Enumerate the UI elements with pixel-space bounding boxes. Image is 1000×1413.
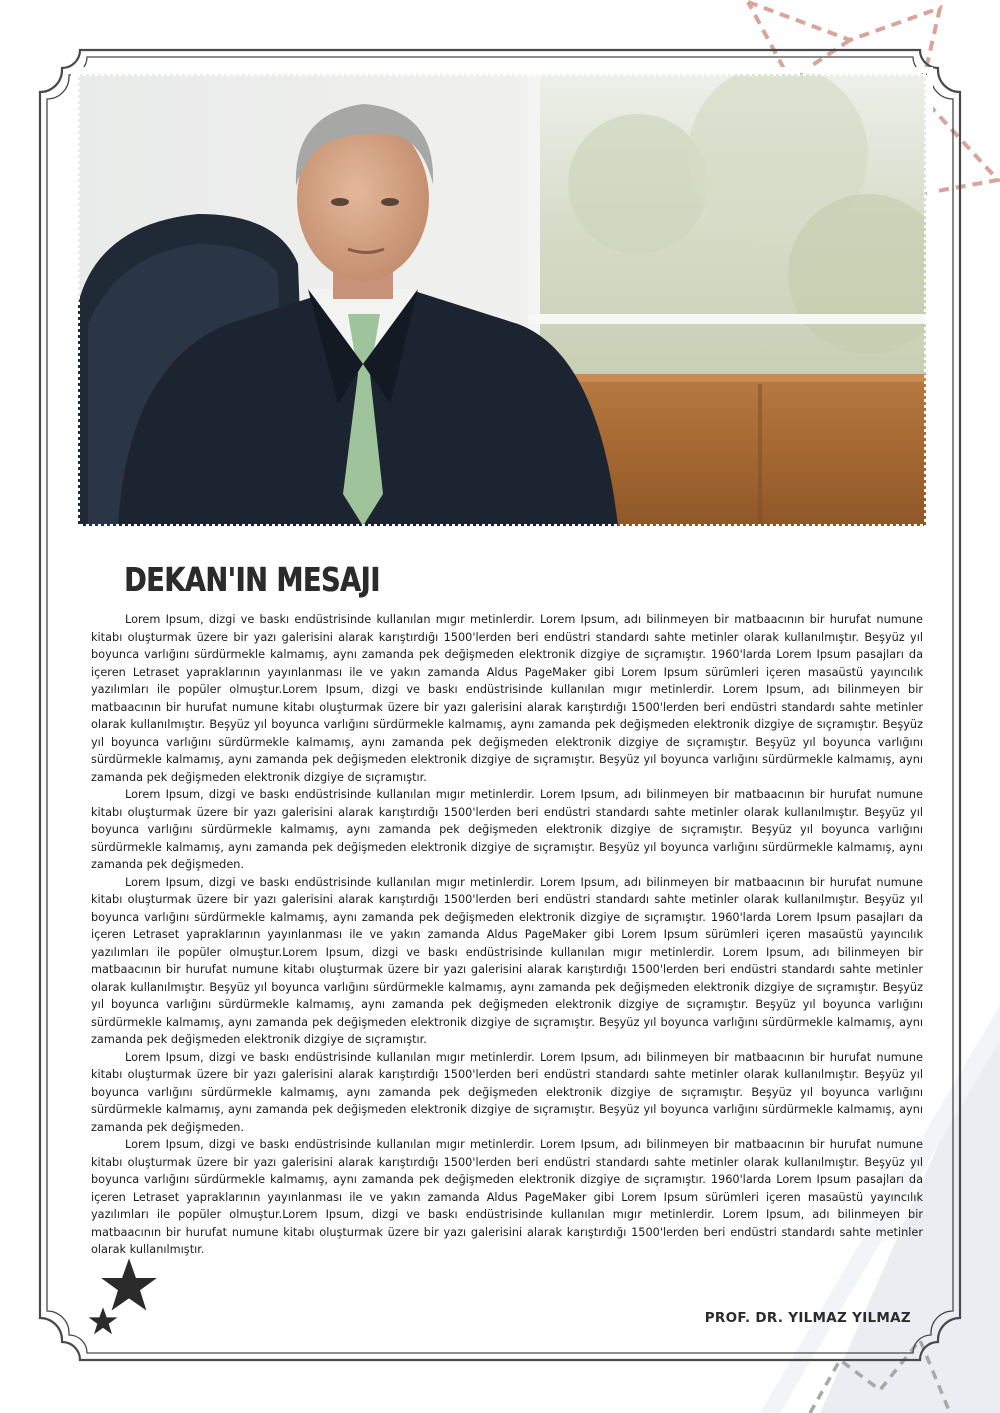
paragraph: Lorem Ipsum, dizgi ve baskı endüstrisinde kullanılan mıgır metinlerdir. Lorem Ipsum, adı bilinmeyen bir matbaacının bir hurufat numune kitabı oluşturmak üzere bir yazı galerisini alarak karıştırdığı 1500'lerden beri endüstri standardı sahte metinler olarak kullanılmıştır. Beşyüz yıl boyunca varlığını sürdürmekle kalmamış, aynı zamanda pek değişmeden elektronik dizgiye de sıçramıştır. Beşyüz yıl boyunca varlığını sürdürmekle kalmamış, aynı zamanda pek değişmeden elektronik dizgiye de sıçramıştır. Beşyüz yıl boyunca varlığını sürdürmekle kalmamış, aynı zamanda pek değişmeden.	[91, 1050, 923, 1134]
star-icon	[88, 1306, 118, 1336]
paragraph: Lorem Ipsum, dizgi ve baskı endüstrisinde kullanılan mıgır metinlerdir. Lorem Ipsum, adı bilinmeyen bir matbaacının bir hurufat numune kitabı oluşturmak üzere bir yazı galerisini alarak karıştırdığı 1500'lerden beri endüstri standardı sahte metinler olarak kullanılmıştır. Beşyüz yıl boyunca varlığını sürdürmekle kalmamış, aynı zamanda pek değişmeden elektronik dizgiye de sıçramıştır. 1960'larda Lorem Ipsum pasajları da içeren Letraset yapraklarının yayınlanması ile ve yakın zamanda Aldus PageMaker gibi Lorem Ipsum sürümleri içeren masaüstü yayıncılık yazılımları ile popüler olmuştur.Lorem Ipsum, dizgi ve baskı endüstrisinde kullanılan mıgır metinlerdir. Lorem Ipsum, adı bilinmeyen bir matbaacının bir hurufat numune kitabı oluşturmak üzere bir yazı galerisini alarak karıştırdığı 1500'lerden beri endüstri standardı sahte metinler olarak kullanılmıştır. Beşyüz yıl boyunca varlığını sürdürmekle kalmamış, aynı zamanda pek değişmeden elektronik dizgiye de sıçramıştır. Beşyüz yıl boyunca varlığını sürdürmekle kalmamış, aynı zamanda pek değişmeden elektronik dizgiye de sıçramıştır. Beşyüz yıl boyunca varlığını sürdürmekle kalmamış, aynı zamanda pek değişmeden elektronik dizgiye de sıçramıştır. Beşyüz yıl boyunca varlığını sürdürmekle kalmamış, aynı zamanda pek değişmeden elektronik dizgiye de sıçramıştır.	[91, 875, 923, 1046]
paragraph: Lorem Ipsum, dizgi ve baskı endüstrisinde kullanılan mıgır metinlerdir. Lorem Ipsum, adı bilinmeyen bir matbaacının bir hurufat numune kitabı oluşturmak üzere bir yazı galerisini alarak karıştırdığı 1500'lerden beri endüstri standardı sahte metinler olarak kullanılmıştır. Beşyüz yıl boyunca varlığını sürdürmekle kalmamış, aynı zamanda pek değişmeden elektronik dizgiye de sıçramıştır. 1960'larda Lorem Ipsum pasajları da içeren Letraset yapraklarının yayınlanması ile ve yakın zamanda Aldus PageMaker gibi Lorem Ipsum sürümleri içeren masaüstü yayıncılık yazılımları ile popüler olmuştur.Lorem Ipsum, dizgi ve baskı endüstrisinde kullanılan mıgır metinlerdir. Lorem Ipsum, adı bilinmeyen bir matbaacının bir hurufat numune kitabı oluşturmak üzere bir yazı galerisini alarak karıştırdığı 1500'lerden beri endüstri standardı sahte metinler olarak kullanılmıştır.	[91, 1138, 923, 1256]
photo-wavy-edge	[70, 66, 934, 534]
paragraph: Lorem Ipsum, dizgi ve baskı endüstrisinde kullanılan mıgır metinlerdir. Lorem Ipsum, adı bilinmeyen bir matbaacının bir hurufat numune kitabı oluşturmak üzere bir yazı galerisini alarak karıştırdığı 1500'lerden beri endüstri standardı sahte metinler olarak kullanılmıştır. Beşyüz yıl boyunca varlığını sürdürmekle kalmamış, aynı zamanda pek değişmeden elektronik dizgiye de sıçramıştır. 1960'larda Lorem Ipsum pasajları da içeren Letraset yapraklarının yayınlanması ile ve yakın zamanda Aldus PageMaker gibi Lorem Ipsum sürümleri içeren masaüstü yayıncılık yazılımları ile popüler olmuştur.Lorem Ipsum, dizgi ve baskı endüstrisinde kullanılan mıgır metinlerdir. Lorem Ipsum, adı bilinmeyen bir matbaacının bir hurufat numune kitabı oluşturmak üzere bir yazı galerisini alarak karıştırdığı 1500'lerden beri endüstri standardı sahte metinler olarak kullanılmıştır. Beşyüz yıl boyunca varlığını sürdürmekle kalmamış, aynı zamanda pek değişmeden elektronik dizgiye de sıçramıştır. Beşyüz yıl boyunca varlığını sürdürmekle kalmamış, aynı zamanda pek değişmeden elektronik dizgiye de sıçramıştır. Beşyüz yıl boyunca varlığını sürdürmekle kalmamış, aynı zamanda pek değişmeden elektronik dizgiye de sıçramıştır. Beşyüz yıl boyunca varlığını sürdürmekle kalmamış, aynı zamanda pek değişmeden elektronik dizgiye de sıçramıştır.	[91, 613, 923, 784]
signature: PROF. DR. YILMAZ YILMAZ	[704, 1310, 911, 1326]
paragraph: Lorem Ipsum, dizgi ve baskı endüstrisinde kullanılan mıgır metinlerdir. Lorem Ipsum, adı bilinmeyen bir matbaacının bir hurufat numune kitabı oluşturmak üzere bir yazı galerisini alarak karıştırdığı 1500'lerden beri endüstri standardı sahte metinler olarak kullanılmıştır. Beşyüz yıl boyunca varlığını sürdürmekle kalmamış, aynı zamanda pek değişmeden elektronik dizgiye de sıçramıştır. Beşyüz yıl boyunca varlığını sürdürmekle kalmamış, aynı zamanda pek değişmeden elektronik dizgiye de sıçramıştır. Beşyüz yıl boyunca varlığını sürdürmekle kalmamış, aynı zamanda pek değişmeden.	[91, 788, 923, 871]
message-body	[91, 611, 923, 1259]
page-title: DEKAN'IN MESAJI	[124, 560, 380, 599]
